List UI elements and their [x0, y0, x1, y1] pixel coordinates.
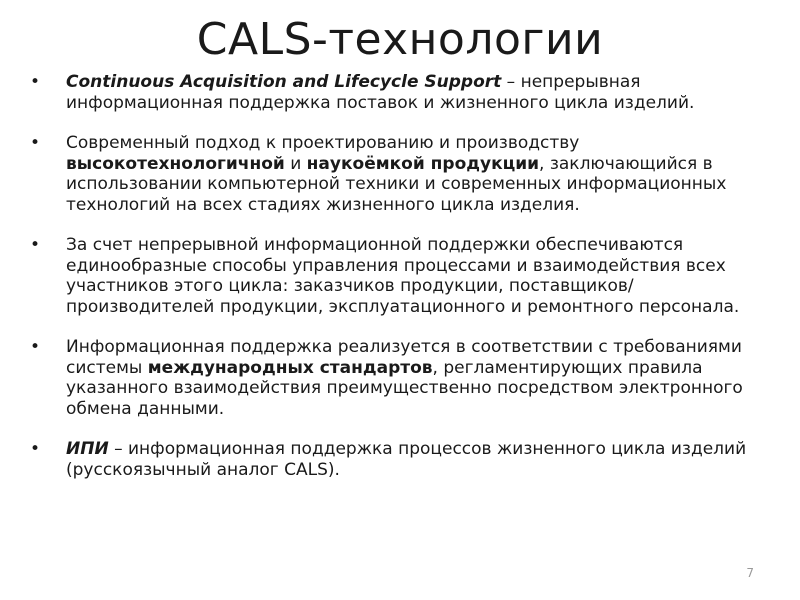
bullet-icon: • — [30, 439, 41, 459]
bullet-text — [66, 337, 743, 419]
bullet-text — [66, 235, 739, 317]
bullet-segment: высокотехнологичной — [66, 153, 285, 174]
bullet-segment: – информационная поддержка процессов жизненного цикла изделий (русскоязычный аналог CALS). — [66, 439, 747, 480]
slide-title: CALS-технологии — [196, 14, 604, 65]
bullet-item — [28, 439, 768, 480]
bullet-list — [28, 72, 768, 500]
bullet-segment: наукоёмкой продукции — [306, 153, 540, 174]
bullet-item — [28, 337, 768, 419]
bullet-segment: международных стандартов — [147, 357, 433, 378]
bullet-item — [28, 133, 768, 215]
bullet-text — [66, 133, 726, 215]
bullet-item — [28, 235, 768, 317]
bullet-text — [66, 72, 694, 113]
bullet-icon: • — [30, 133, 41, 153]
bullet-item — [28, 72, 768, 113]
bullet-segment: – непрерывная информационная поддержка поставок и жизненного цикла изделий. — [66, 72, 695, 113]
bullet-segment: Современный подход к проектированию и производству — [66, 133, 580, 153]
bullet-segment: ИПИ — [66, 439, 109, 459]
bullet-segment: , заключающийся в использовании компьютерной техники и современных информационных технологий на всех стадиях жизненного цикла изделия. — [66, 153, 727, 215]
bullet-icon: • — [30, 235, 41, 255]
bullet-text — [66, 439, 746, 480]
bullet-segment: и — [284, 153, 307, 174]
bullet-segment: Информационная поддержка реализуется в соответствии с требованиями системы — [66, 337, 742, 378]
bullet-segment: Continuous Acquisition and Lifecycle Support — [66, 72, 502, 92]
bullet-icon: • — [30, 337, 41, 357]
page-number: 7 — [746, 566, 754, 580]
bullet-icon: • — [30, 72, 41, 92]
bullet-segment: За счет непрерывной информационной поддержки обеспечиваются единообразные способы управления процессами и взаимодействия всех участников этого цикла: заказчиков продукции, поставщиков/производителей продукции, эксплуатационного и ремонтного персонала. — [66, 235, 740, 317]
bullet-segment: , регламентирующих правила указанного взаимодействия преимущественно посредством электронного обмена данными. — [66, 357, 743, 419]
